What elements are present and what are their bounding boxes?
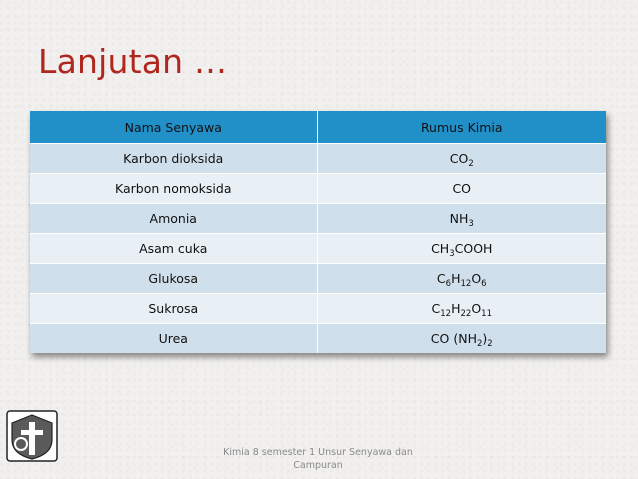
formula-subscript: 12 (440, 309, 452, 319)
table-row (30, 294, 606, 324)
formula-subscript: 2 (487, 339, 493, 349)
slide-footer: Kimia 8 semester 1 Unsur Senyawa dan Campuran (223, 447, 413, 471)
table-row (30, 324, 606, 354)
formula-text: CO (449, 151, 469, 166)
formula-text: ) (482, 331, 488, 346)
compound-name-cell: Glukosa (30, 264, 317, 294)
formula-text: C (436, 271, 446, 286)
slide-title: Lanjutan … (38, 42, 228, 81)
formula-subscript: 2 (468, 159, 474, 169)
table-row (30, 174, 606, 204)
table-row (30, 234, 606, 264)
formula-subscript: 11 (481, 309, 492, 319)
chemical-formula-cell (317, 204, 606, 234)
formula-subscript: 22 (460, 309, 472, 319)
compound-table (30, 111, 606, 353)
header-rumus-kimia: Rumus Kimia (317, 111, 606, 144)
compound-name-cell: Amonia (30, 204, 317, 234)
formula-subscript: 3 (449, 249, 455, 259)
chemical-formula-cell (317, 174, 606, 204)
formula-text: CH (431, 241, 450, 256)
formula-text: H (451, 271, 461, 286)
formula-text: NH (449, 211, 469, 226)
compound-name-cell: Karbon nomoksida (30, 174, 317, 204)
formula-text: C (431, 301, 441, 316)
compound-name-cell: Sukrosa (30, 294, 317, 324)
formula-subscript: 6 (481, 279, 487, 289)
compound-name-cell: Karbon dioksida (30, 144, 317, 174)
chemical-formula-cell (317, 234, 606, 264)
formula-subscript: 3 (468, 219, 474, 229)
formula-text: O (471, 301, 482, 316)
table-body (30, 144, 606, 354)
compound-name-cell: Asam cuka (30, 234, 317, 264)
formula-text: O (471, 271, 482, 286)
formula-text: CO (NH (430, 331, 477, 346)
chemical-formula-cell (317, 144, 606, 174)
table-header-row (30, 111, 606, 144)
compound-table-container (30, 111, 606, 353)
formula-subscript: 2 (476, 339, 483, 349)
formula-subscript: 6 (445, 279, 452, 289)
table-row (30, 264, 606, 294)
chemical-formula-cell (317, 324, 606, 354)
header-nama-senyawa: Nama Senyawa (30, 111, 317, 144)
chemical-formula-cell (317, 264, 606, 294)
compound-name-cell: Urea (30, 324, 317, 354)
formula-text: H (451, 301, 461, 316)
chemical-formula-cell (317, 294, 606, 324)
formula-text: COOH (454, 241, 493, 256)
table-row (30, 204, 606, 234)
formula-subscript: 12 (460, 279, 472, 289)
table-row (30, 144, 606, 174)
school-cross-logo-icon (6, 410, 58, 462)
formula-text: CO (452, 181, 472, 196)
